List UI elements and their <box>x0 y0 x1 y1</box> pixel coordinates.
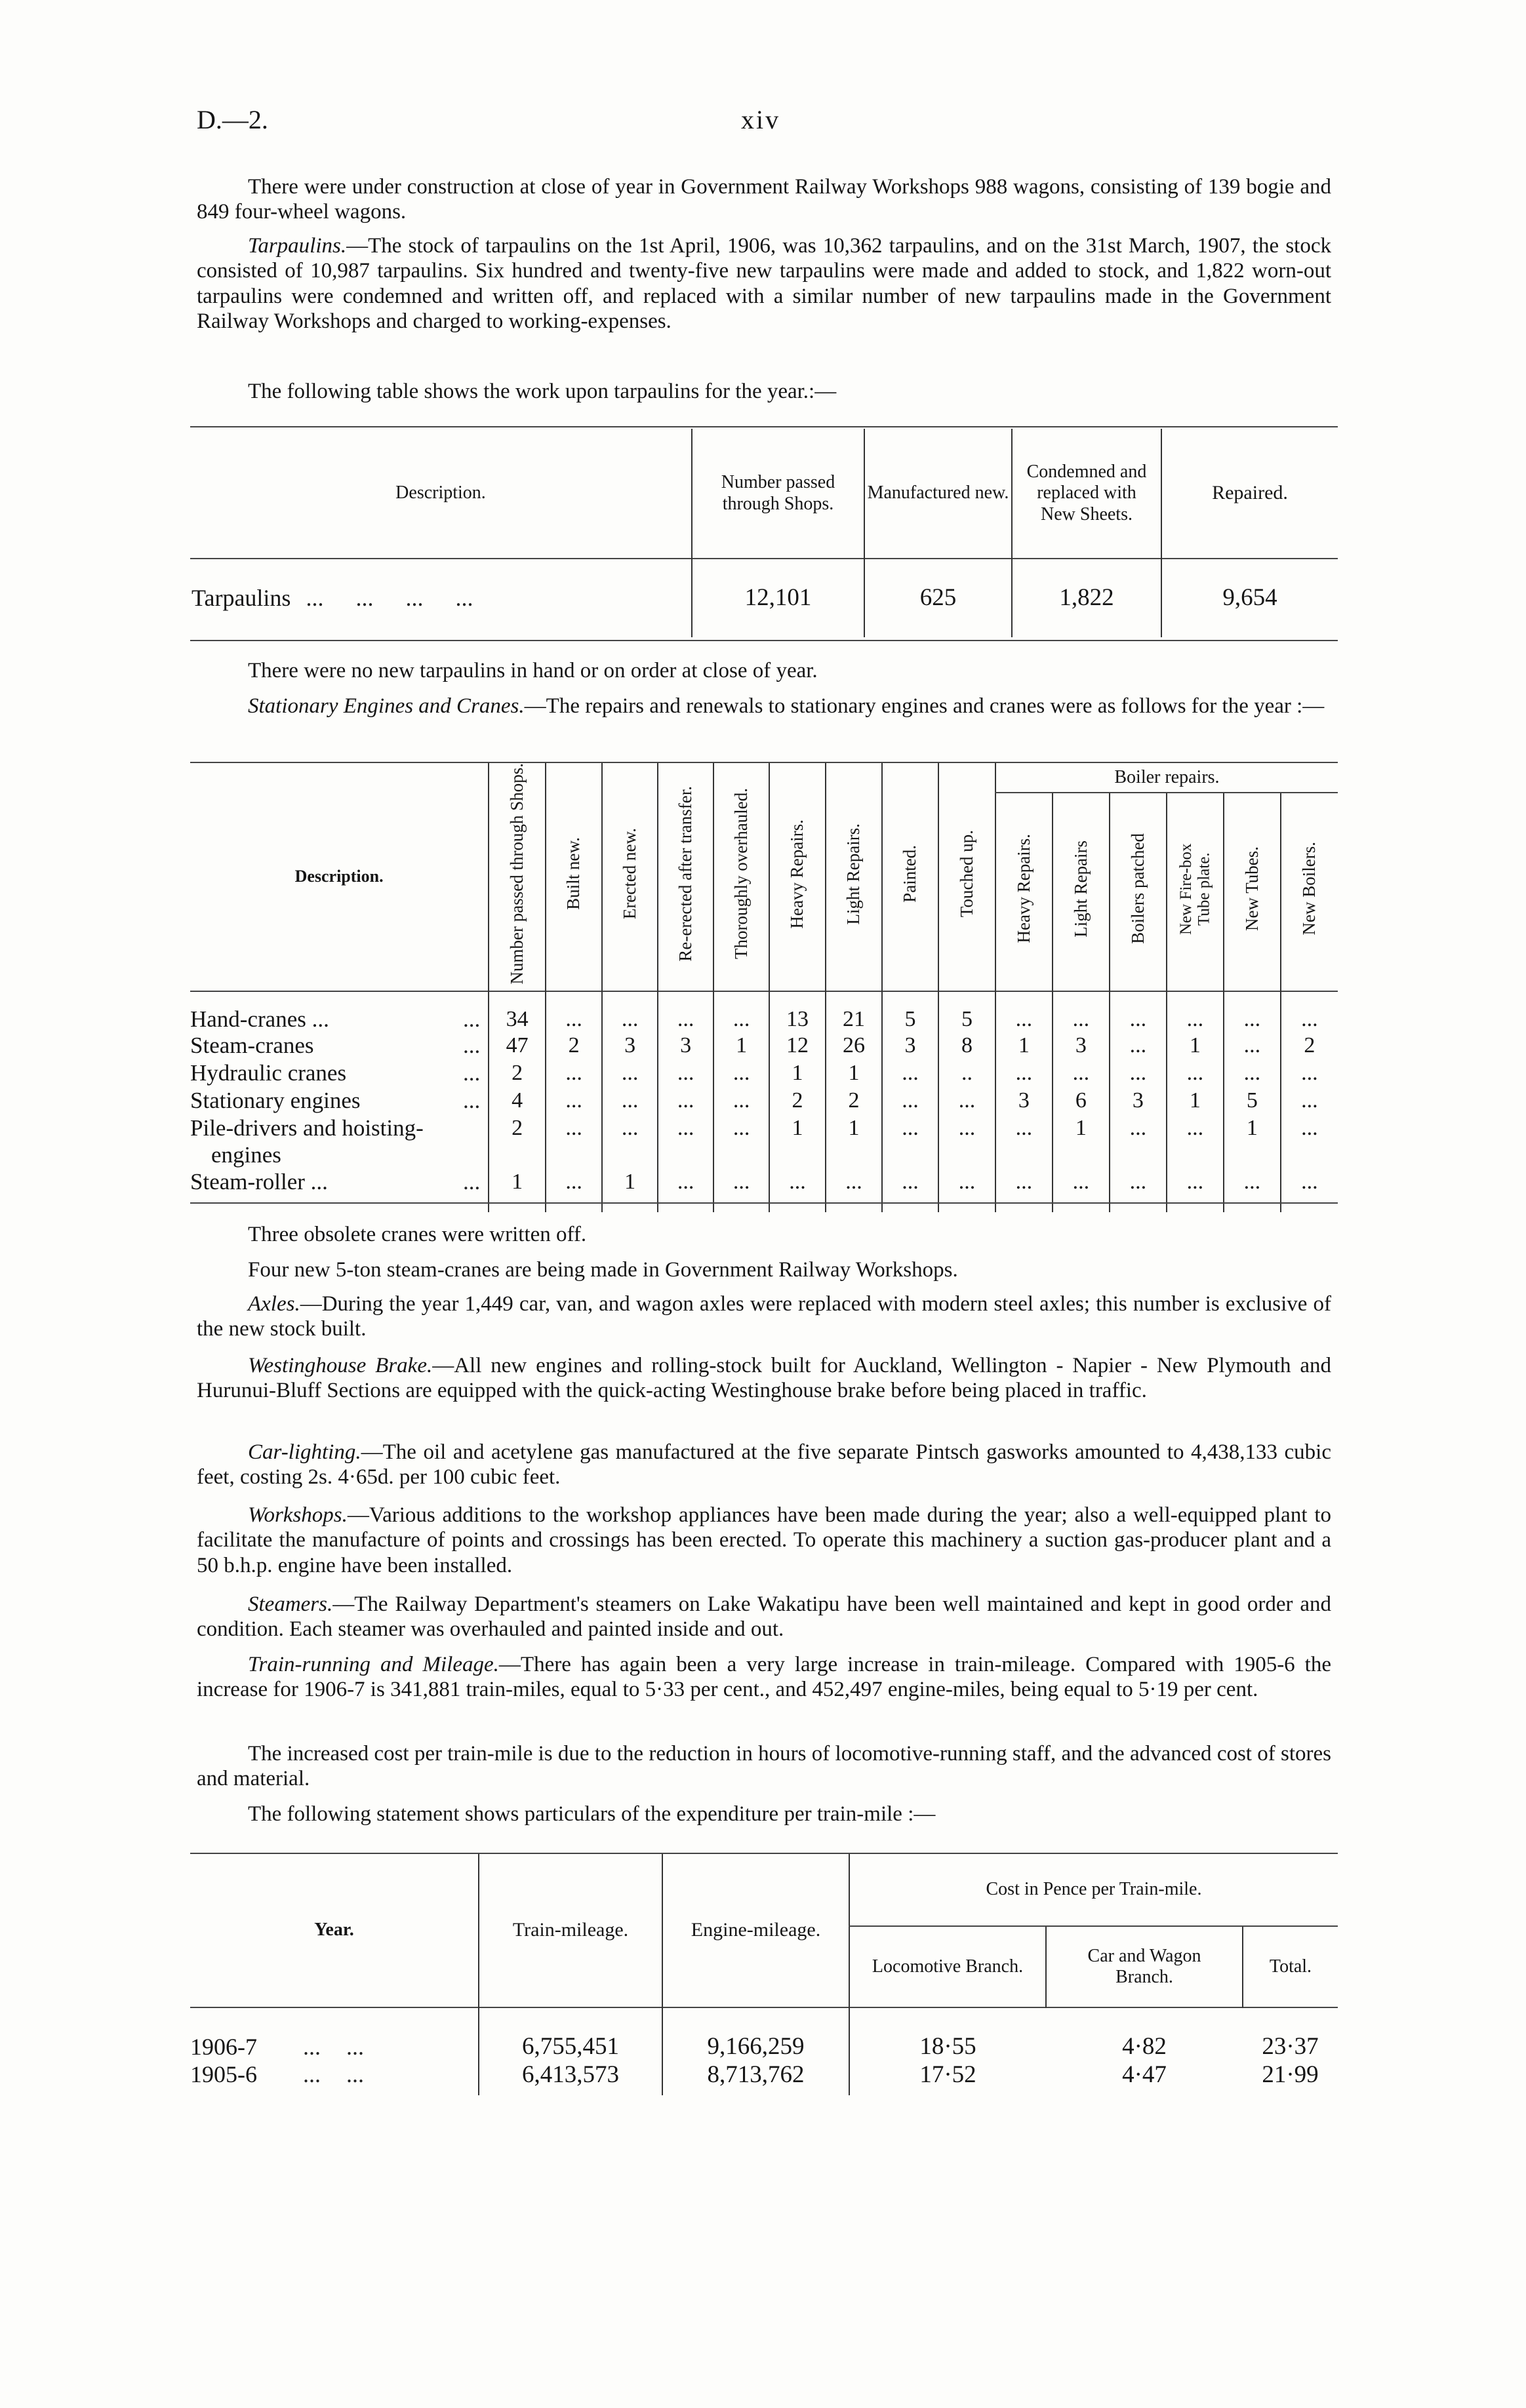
table-cell: ... <box>826 1169 882 1196</box>
table-row <box>190 1115 1338 1168</box>
header-text: Heavy Repairs. <box>1013 834 1034 943</box>
col-group-boiler-repairs: Boiler repairs. <box>995 763 1338 793</box>
table-cell: 21 <box>826 991 882 1033</box>
table-cell: ... <box>1053 991 1110 1033</box>
paragraph-new-steam-cranes <box>197 1257 1331 1282</box>
table-cell: 3 <box>602 1033 658 1060</box>
leader-dots: ... <box>462 1033 481 1059</box>
table-cell: ... <box>713 991 769 1033</box>
col-header-condemned: Condemned and replaced with New Sheets. <box>1012 429 1161 559</box>
header-text: New Boilers. <box>1299 842 1319 936</box>
table-cell: ... <box>1167 1115 1224 1168</box>
table-cell: ... <box>713 1115 769 1168</box>
table-cell: ... <box>602 1115 658 1168</box>
table-cell: ... <box>1281 991 1338 1033</box>
col-header-description: Description. <box>294 867 384 886</box>
table-bottom-rule <box>190 640 1338 641</box>
cell-engine-mileage: 8,713,762 <box>662 2061 849 2095</box>
table-cell: 1 <box>826 1060 882 1088</box>
table-cell: ... <box>1110 1169 1167 1196</box>
header-text: Heavy Repairs. <box>787 819 807 928</box>
cell-passed: 12,101 <box>692 559 864 637</box>
col-header-manufactured: Manufactured new. <box>864 429 1012 559</box>
table-cell: 1 <box>826 1115 882 1168</box>
table-cell: ... <box>882 1088 938 1115</box>
table-cell: ... <box>938 1088 995 1115</box>
table-cell: 5 <box>882 991 938 1033</box>
cell-engine-mileage: 9,166,259 <box>662 2007 849 2061</box>
leader-dots: ... ... <box>303 2061 364 2087</box>
table-cell: 2 <box>826 1088 882 1115</box>
table-cell: ... <box>546 1115 602 1168</box>
table-row-label <box>190 2061 479 2095</box>
table-spacer-cell <box>1224 1196 1281 1212</box>
table-spacer-cell <box>938 1196 995 1212</box>
paragraph-text: —The Railway Department's steamers on Lake Wakatipu have been well maintained and kept in good order and condition. Each steamer was overhauled and painted inside and out. <box>197 1592 1331 1642</box>
cell-train-mileage: 6,413,573 <box>479 2061 662 2095</box>
table-cell: 2 <box>489 1115 546 1168</box>
paragraph-lead: Axles. <box>248 1292 300 1316</box>
header-text: Built new. <box>563 837 584 911</box>
row-label: Hand-cranes ... <box>190 1006 329 1032</box>
paragraph-text: The following table shows the work upon tarpaulins for the year.:— <box>248 380 837 403</box>
table-cell: 6 <box>1053 1088 1110 1115</box>
table-spacer-row <box>190 1196 1338 1212</box>
header-text: New Fire-box Tube plate. <box>1176 842 1213 935</box>
table-cell: ... <box>1053 1169 1110 1196</box>
table-cell: 1 <box>995 1033 1053 1060</box>
table-cell: 1 <box>1167 1033 1224 1060</box>
table-cell: 1 <box>1053 1115 1110 1168</box>
table-cell: 1 <box>1224 1115 1281 1168</box>
table-row-label <box>190 559 692 637</box>
header-text: New Tubes. <box>1241 846 1262 932</box>
row-label: Hydraulic cranes <box>190 1060 347 1086</box>
table-cell: 1 <box>602 1169 658 1196</box>
table-bottom-rule <box>190 1202 1338 1204</box>
table-row <box>190 991 1338 1033</box>
paragraph-text: —All new engines and rolling-stock built for Auckland, Wellington - Napier - New Plymouth and Hurunui-Bluff Sections are equipped with the quick-acting Westinghouse brake before being placed in traffic. <box>197 1354 1331 1403</box>
leader-dots: ... ... ... ... <box>306 584 473 611</box>
table-spacer-cell <box>1053 1196 1110 1212</box>
cell-car-wagon: 4·47 <box>1122 2061 1167 2088</box>
table-cell: 13 <box>769 991 826 1033</box>
table-cell: ... <box>1110 1115 1167 1168</box>
col-header-description: Description. <box>395 483 486 503</box>
table-cell: ... <box>1281 1115 1338 1168</box>
row-label-cell <box>190 1088 489 1115</box>
row-label: 1906-7 <box>190 2034 257 2061</box>
header-text: Thoroughly overhauled. <box>731 788 751 960</box>
engines-table <box>190 763 1338 1212</box>
col-header-overhauled <box>713 763 769 991</box>
cell-locomotive: 18·55 <box>849 2007 1046 2061</box>
table-cell: ... <box>1281 1060 1338 1088</box>
paragraph-no-new-tarpaulins <box>197 658 1331 683</box>
table-cell: 26 <box>826 1033 882 1060</box>
table-row <box>190 1088 1338 1115</box>
page-header-ref: D.—2. <box>197 105 268 134</box>
table-spacer-cell <box>489 1196 546 1212</box>
paragraph-increased-cost <box>197 1741 1331 1792</box>
table-cell: 3 <box>1053 1033 1110 1060</box>
row-label-cell <box>190 1060 489 1088</box>
header-text: Light Repairs <box>1070 840 1091 938</box>
table-cell: ... <box>658 1115 713 1168</box>
paragraph-car-lighting <box>197 1440 1331 1490</box>
header-text: Boilers patched <box>1127 833 1148 945</box>
leader-dots: ... <box>462 1060 481 1086</box>
col-header-train-mileage: Train-mileage. <box>479 1854 662 2007</box>
col-header-painted <box>882 763 938 991</box>
col-header-new-tubes <box>1224 793 1281 991</box>
table-cell: 4 <box>489 1088 546 1115</box>
col-header-passed <box>489 763 546 991</box>
table-cell: 1 <box>489 1169 546 1196</box>
header-text: Re-erected after transfer. <box>675 785 695 962</box>
table-spacer-cell <box>882 1196 938 1212</box>
table-cell: ... <box>882 1169 938 1196</box>
tarpaulins-table <box>190 429 1338 637</box>
paragraph-text: There were no new tarpaulins in hand or on order at close of year. <box>248 659 818 682</box>
paragraph-text: —There has again been a very large increase in train-mileage. Compared with 1905-6 the increase for 1906-7 is 341,881 train-miles, equal to 5·33 per cent., and 452,497 engine-miles, being equal to 5·19 per cent. <box>197 1653 1331 1702</box>
paragraph-lead: Steamers. <box>248 1592 333 1616</box>
paragraph-text: —Various additions to the workshop appliances have been made during the year; also a well-equipped plant to facilitate the manufacture of points and crossings has been erected. To operate this machinery a suction gas-producer plant and a 50 b.h.p. engine have been installed. <box>197 1503 1331 1577</box>
table-cell: ... <box>658 1060 713 1088</box>
table-cell: ... <box>1224 1169 1281 1196</box>
paragraph-lead: Westinghouse Brake. <box>248 1354 433 1377</box>
table-cell: ... <box>546 1169 602 1196</box>
paragraph-lead: Train-running and Mileage. <box>248 1653 499 1676</box>
page-number: xiv <box>741 105 781 134</box>
table-cell: ... <box>995 991 1053 1033</box>
table-spacer-cell <box>995 1196 1053 1212</box>
header-text: Number passed through Shops. <box>506 763 527 985</box>
table-spacer-cell <box>826 1196 882 1212</box>
table-spacer-cell <box>1110 1196 1167 1212</box>
table-spacer-cell <box>602 1196 658 1212</box>
row-label: 1905-6 <box>190 2061 257 2087</box>
cell-condemned: 1,822 <box>1012 559 1161 637</box>
row-label-continued: engines <box>211 1141 281 1168</box>
row-label-cell <box>190 1033 489 1060</box>
row-label: Stationary engines <box>190 1088 361 1114</box>
table-cell: ... <box>602 991 658 1033</box>
table-cell: 3 <box>995 1088 1053 1115</box>
table-cell: 1 <box>769 1060 826 1088</box>
col-header-locomotive: Locomotive Branch. <box>849 1926 1046 2007</box>
paragraph-lead: Tarpaulins. <box>248 234 347 258</box>
table-cell: ... <box>995 1115 1053 1168</box>
paragraph-stationary-engines <box>197 694 1331 719</box>
table-cell: ... <box>995 1169 1053 1196</box>
paragraph-westinghouse <box>197 1353 1331 1404</box>
cell-manufactured: 625 <box>864 559 1012 637</box>
table-cell: ... <box>658 1169 713 1196</box>
leader-dots: ... <box>462 1088 481 1114</box>
table-cell: 1 <box>769 1115 826 1168</box>
table-row-label <box>190 2007 479 2061</box>
table-cell: ... <box>658 991 713 1033</box>
table-cell: 3 <box>658 1033 713 1060</box>
table-cell: 47 <box>489 1033 546 1060</box>
leader-dots: ... <box>462 1168 481 1194</box>
paragraph-text: —The stock of tarpaulins on the 1st April, 1906, was 10,362 tarpaulins, and on the 31st March, 1907, the stock consisted of 10,987 tarpaulins. Six hundred and twenty-five new tarpaulins were made and added to stock, and 1,822 worn-out tarpaulins were condemned and written off, and replaced with a similar number of new tarpaulins made in the Government Railway Workshops and charged to working-expenses. <box>197 234 1331 333</box>
paragraph-wagons <box>197 174 1331 225</box>
table-spacer-cell <box>769 1196 826 1212</box>
table-cell: ... <box>713 1169 769 1196</box>
table-cell: ... <box>1224 1060 1281 1088</box>
table-cell: ... <box>546 991 602 1033</box>
header-text: Touched up. <box>956 830 976 918</box>
leader-dots: ... <box>462 1006 481 1032</box>
cell-total: 21·99 <box>1262 2061 1319 2088</box>
header-text: Light Repairs. <box>843 823 864 924</box>
paragraph-text: The increased cost per train-mile is due to the reduction in hours of locomotive-running staff, and the advanced cost of stores and material. <box>197 1742 1331 1791</box>
table-cell: .. <box>938 1060 995 1088</box>
table-cell: ... <box>1110 1060 1167 1088</box>
paragraph-text: The following statement shows particulars of the expenditure per train-mile :— <box>248 1802 936 1826</box>
table-cell: ... <box>713 1088 769 1115</box>
col-header-touched-up <box>938 763 995 991</box>
row-label: Steam-roller ... <box>190 1168 328 1194</box>
table-row <box>190 1169 1338 1196</box>
leader-dots: ... ... <box>303 2034 364 2061</box>
table-cell: 1 <box>1167 1088 1224 1115</box>
paragraph-tarpaulins <box>197 233 1331 334</box>
table-cell: ... <box>602 1060 658 1088</box>
cell-train-mileage: 6,755,451 <box>479 2007 662 2061</box>
paragraph-text: —The repairs and renewals to stationary engines and cranes were as follows for the year :— <box>524 694 1325 718</box>
col-header-year: Year. <box>314 1920 354 1941</box>
table-cell: ... <box>1167 1169 1224 1196</box>
table-cell: 12 <box>769 1033 826 1060</box>
table-spacer-cell <box>190 1196 489 1212</box>
table-cell: 2 <box>489 1060 546 1088</box>
header-text: Painted. <box>900 844 920 903</box>
col-header-repaired: Repaired. <box>1161 429 1338 559</box>
table-cell: ... <box>995 1060 1053 1088</box>
cell-repaired: 9,654 <box>1161 559 1338 637</box>
paragraph-statement-intro <box>197 1802 1331 1826</box>
paragraph-text: Four new 5-ton steam-cranes are being made in Government Railway Workshops. <box>248 1258 958 1282</box>
table-cell: 1 <box>713 1033 769 1060</box>
table-cell: ... <box>882 1060 938 1088</box>
table-cell: ... <box>1110 991 1167 1033</box>
table-cell: ... <box>546 1060 602 1088</box>
paragraph-text: There were under construction at close of year in Government Railway Workshops 988 wagons, consisting of 139 bogie and 849 four-wheel wagons. <box>197 175 1331 224</box>
table-cell: ... <box>769 1169 826 1196</box>
table-cell: 8 <box>938 1033 995 1060</box>
col-header-re-erected <box>658 763 713 991</box>
col-header-heavy-repairs <box>769 763 826 991</box>
col-header-boiler-light <box>1053 793 1110 991</box>
paragraph-text: Three obsolete cranes were written off. <box>248 1223 587 1246</box>
paragraph-workshops <box>197 1503 1331 1578</box>
table-cell: ... <box>1281 1169 1338 1196</box>
paragraph-obsolete-cranes <box>197 1222 1331 1247</box>
table-cell: ... <box>546 1088 602 1115</box>
table-cell: ... <box>1224 991 1281 1033</box>
table-cell: ... <box>1224 1033 1281 1060</box>
table-cell: 2 <box>769 1088 826 1115</box>
col-header-engine-mileage: Engine-mileage. <box>662 1854 849 2007</box>
cell-car-wagon: 4·82 <box>1122 2033 1167 2061</box>
col-header-boiler-heavy <box>995 793 1053 991</box>
table-row <box>190 1060 1338 1088</box>
table-spacer-cell <box>546 1196 602 1212</box>
table-cell: 3 <box>1110 1088 1167 1115</box>
table-cell: ... <box>1281 1088 1338 1115</box>
row-label: Steam-cranes <box>190 1033 314 1059</box>
mileage-table <box>190 1854 1338 2095</box>
col-header-car-wagon: Car and Wagon Branch. <box>1046 1926 1243 2007</box>
row-label-cell <box>190 1169 489 1196</box>
table-top-rule <box>190 426 1338 427</box>
header-text: Erected new. <box>619 828 639 920</box>
paragraph-table-intro <box>197 379 1331 404</box>
col-header-built-new <box>546 763 602 991</box>
paragraph-lead: Car-lighting. <box>248 1440 361 1464</box>
table-cell: ... <box>1053 1060 1110 1088</box>
col-group-cost: Cost in Pence per Train-mile. <box>849 1854 1338 1926</box>
paragraph-train-running <box>197 1652 1331 1703</box>
table-cell: 2 <box>546 1033 602 1060</box>
table-spacer-cell <box>1281 1196 1338 1212</box>
table-cell: ... <box>602 1088 658 1115</box>
col-header-boilers-patched <box>1110 793 1167 991</box>
col-header-light-repairs <box>826 763 882 991</box>
table-cell: ... <box>1167 991 1224 1033</box>
table-cell: 5 <box>938 991 995 1033</box>
paragraph-lead: Stationary Engines and Cranes. <box>248 694 525 718</box>
table-spacer-cell <box>1167 1196 1224 1212</box>
paragraph-steamers <box>197 1592 1331 1642</box>
table-cell: 5 <box>1224 1088 1281 1115</box>
table-cell: ... <box>1110 1033 1167 1060</box>
table-spacer-cell <box>658 1196 713 1212</box>
col-header-erected-new <box>602 763 658 991</box>
table-cell: ... <box>938 1169 995 1196</box>
table-cell: ... <box>658 1088 713 1115</box>
paragraph-text: —During the year 1,449 car, van, and wagon axles were replaced with modern steel axles; this number is exclusive of the new stock built. <box>197 1292 1331 1341</box>
table-cell: ... <box>1167 1060 1224 1088</box>
table-cell: ... <box>713 1060 769 1088</box>
table-cell: 3 <box>882 1033 938 1060</box>
cell-total: 23·37 <box>1262 2033 1319 2061</box>
paragraph-lead: Workshops. <box>248 1503 348 1527</box>
row-label: Tarpaulins <box>191 584 291 611</box>
table-row <box>190 1033 1338 1060</box>
paragraph-text: —The oil and acetylene gas manufactured at the five separate Pintsch gasworks amounted to 4,438,133 cubic feet, costing 2s. 4·65d. per 100 cubic feet. <box>197 1440 1331 1490</box>
row-label-cell <box>190 1115 489 1168</box>
table-cell: 2 <box>1281 1033 1338 1060</box>
table-cell: ... <box>938 1115 995 1168</box>
row-label-cell <box>190 991 489 1033</box>
paragraph-axles <box>197 1292 1331 1342</box>
col-header-new-boilers <box>1281 793 1338 991</box>
table-cell: ... <box>882 1115 938 1168</box>
row-label: Pile-drivers and hoisting- <box>190 1115 424 1141</box>
cell-locomotive: 17·52 <box>849 2061 1046 2095</box>
col-header-passed: Number passed through Shops. <box>692 429 864 559</box>
col-header-fire-box <box>1167 793 1224 991</box>
table-spacer-cell <box>713 1196 769 1212</box>
table-cell: 34 <box>489 991 546 1033</box>
col-header-total: Total. <box>1243 1926 1338 2007</box>
